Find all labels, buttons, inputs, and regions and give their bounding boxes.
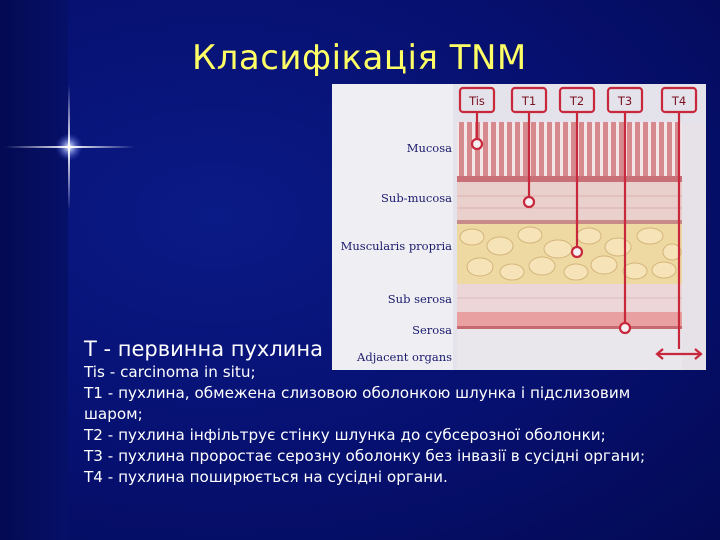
stage-label-t3: T3 — [617, 94, 633, 108]
stage-descriptions — [84, 362, 684, 488]
tnm-staging-diagram — [332, 84, 706, 370]
stage-line: T3 - пухлина проростає серозну оболонку без інвазії в сусідні органи; — [84, 447, 646, 465]
stage-line: T4 - пухлина поширюється на сусідні органи. — [84, 468, 448, 486]
subserosa-label: Sub serosa — [387, 292, 452, 306]
stage-line: T1 - пухлина, обмежена слизовою оболонкою шлунка і підслизовим — [84, 384, 631, 402]
tissue-layers — [457, 122, 706, 370]
submucosa-label: Sub-mucosa — [381, 191, 452, 205]
stage-label-t2: T2 — [569, 94, 585, 108]
stage-line: T2 - пухлина інфільтрує стінку шлунка до субсерозної оболонки; — [84, 426, 606, 444]
stage-label-t4: T4 — [671, 94, 687, 108]
primary-tumor-heading: T - первинна пухлина — [84, 337, 324, 361]
slide-title: Класифікація TNM — [192, 38, 527, 78]
stage-line: Tis - carcinoma in situ; — [84, 363, 256, 381]
muscularis-label: Muscularis propria — [340, 239, 452, 253]
mucosa-label: Mucosa — [406, 141, 452, 155]
left-decorative-band — [0, 0, 68, 540]
adjacent-organs-label: Adjacent organs — [357, 350, 452, 364]
stage-line: шаром; — [84, 405, 143, 423]
stage-label-tis: Tis — [469, 94, 485, 108]
serosa-label: Serosa — [412, 323, 452, 337]
stage-label-t1: T1 — [521, 94, 537, 108]
